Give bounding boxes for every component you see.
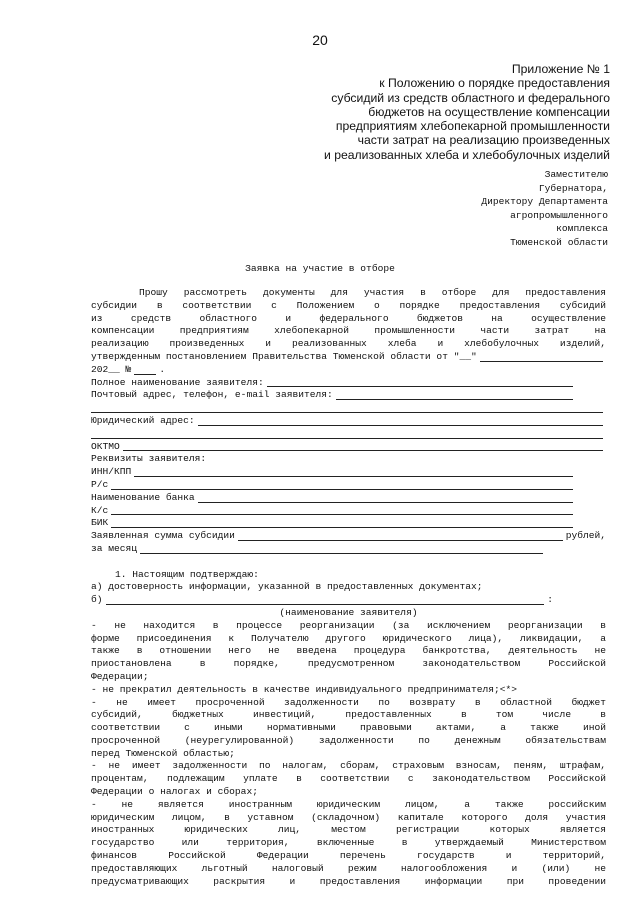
month-label: за месяц: [91, 542, 138, 554]
bik-label: БИК: [91, 517, 109, 529]
addressee-block: [308, 168, 608, 250]
rs-label: Р/с: [91, 478, 109, 490]
legal-address-label: Юридический адрес:: [91, 414, 195, 426]
bullet-line: форме присоединения к Получателю другого юридического лица), ликвидации, а: [91, 632, 606, 644]
oktmo-label: ОКТМО: [91, 440, 120, 452]
bullet-line: перед Тюменской областью;: [91, 747, 235, 759]
intro-line: реализацию произведенных и реализованных хлеба и хлебобулочных изделий,: [91, 338, 606, 350]
bullet-line: - не прекратил деятельность в качестве индивидуального предпринимателя;<*>: [91, 683, 518, 695]
inn-label: ИНН/КПП: [91, 466, 132, 478]
bullet-line: субсидий, бюджетных инвестиций, предоставленных в том числе в: [91, 709, 606, 721]
addressee-line: агропромышленного: [510, 209, 608, 221]
year-number-label: 202__ №: [91, 363, 132, 375]
amount-field[interactable]: [238, 530, 563, 541]
amount-unit: рублей,: [565, 530, 606, 542]
bullet-line: Федерации о налогах и сборах;: [91, 786, 258, 798]
appendix-line: субсидий из средств областного и федерального: [331, 90, 610, 105]
postal-label: Почтовый адрес, телефон, e-mail заявителя:: [91, 389, 333, 401]
applicant-name-field[interactable]: [106, 594, 545, 605]
intro-line: из средств областного и федерального бюджетов на осуществление: [91, 312, 606, 324]
legal-address-row: [91, 415, 606, 428]
inn-row: [91, 466, 576, 479]
bullet-line: просроченной (неурегулированной) задолженности по денежным обязательствам: [91, 734, 606, 746]
appendix-header: [250, 62, 610, 162]
addressee-line: Губернатора,: [538, 182, 608, 194]
postal-field-2[interactable]: [91, 402, 603, 413]
appendix-line: к Положению о порядке предоставления: [379, 76, 610, 91]
full-name-label: Полное наименование заявителя:: [91, 376, 264, 388]
appendix-line: Приложение № 1: [511, 62, 610, 76]
bullet-line: также в отношении него не введена процедура банкротства, деятельность не: [91, 645, 606, 657]
appendix-line: бюджетов на осуществление компенсации: [368, 104, 610, 119]
month-field[interactable]: [140, 543, 543, 554]
addressee-line: Тюменской области: [510, 236, 608, 248]
bik-row: [91, 517, 576, 530]
legal-address-field-2[interactable]: [91, 428, 603, 439]
amount-label: Заявленная сумма субсидии: [91, 530, 235, 542]
bank-row: [91, 492, 576, 505]
requisites-label: Реквизиты заявителя:: [91, 453, 207, 465]
item-b-row: б) :: [91, 594, 553, 606]
rs-field[interactable]: [111, 479, 573, 490]
addressee-line: Директору Департамента: [481, 196, 608, 208]
bullet-line: предоставляющих льготный налоговый режим налогообложения и (или) не: [91, 862, 606, 874]
oktmo-row: [91, 441, 606, 454]
inn-field[interactable]: [134, 466, 573, 477]
bullet-line: предусматривающих раскрытия и предоставления информации при проведении: [91, 875, 606, 887]
bullet-line: государство или территория, включенные в утверждаемый Министерством: [91, 837, 606, 849]
bullet-line: - не находится в процессе реорганизации (за исключением реорганизации в: [91, 619, 606, 631]
ks-row: [91, 505, 576, 518]
rs-row: [91, 479, 576, 492]
bullet-line: соответствии с иными нормативными правовыми актами, а также иной: [91, 722, 606, 734]
item-b-label: б): [91, 594, 103, 606]
legal-address-row-2: [91, 428, 606, 441]
oktmo-field[interactable]: [123, 440, 603, 451]
ks-field[interactable]: [111, 504, 573, 515]
number-blank[interactable]: [134, 364, 156, 375]
bik-field[interactable]: [111, 517, 573, 528]
bullet-line: финансов Российской Федерации перечень государств и территорий,: [91, 850, 606, 862]
addressee-line: Заместителю: [544, 169, 608, 180]
bullet-line: приостановлена в порядке, предусмотренном законодательством Российской: [91, 658, 606, 670]
bullet-line: - не является иностранным юридическим лицом, а также российским: [91, 798, 606, 810]
intro-line: субсидии в соответствии с Положением о порядке предоставления субсидий: [91, 299, 606, 311]
full-name-field[interactable]: [267, 376, 573, 387]
ks-label: К/с: [91, 504, 109, 516]
item-a: а) достоверность информации, указанной в предоставленных документах;: [91, 581, 483, 593]
bank-field[interactable]: [198, 492, 573, 503]
appendix-line: части затрат на реализацию произведенных: [357, 133, 610, 148]
intro-line: утвержденным постановлением Правительства Тюменской области от "__": [91, 350, 477, 362]
intro-date-row: [91, 351, 606, 364]
document-title: Заявка на участие в отборе: [245, 263, 395, 274]
intro-line: Прошу рассмотреть документы для участия в отборе для предоставления: [139, 287, 606, 298]
bullet-line: - не имеет просроченной задолженности по возврату в областной бюджет: [91, 696, 606, 708]
application-body: [91, 287, 606, 888]
full-name-row: [91, 377, 576, 390]
date-month-blank[interactable]: [480, 351, 603, 362]
addressee-line: комплекса: [556, 223, 608, 235]
postal-row: [91, 389, 576, 402]
year-row: 202__ № .: [91, 363, 166, 375]
requisites-row: [91, 453, 606, 466]
month-row: [91, 543, 546, 556]
confirm-title: 1. Настоящим подтверждаю:: [115, 568, 259, 580]
applicant-name-caption: (наименование заявителя): [279, 606, 418, 618]
postal-field[interactable]: [336, 389, 573, 400]
appendix-line: предприятиям хлебопекарной промышленности: [335, 119, 610, 134]
appendix-line: и реализованных хлеба и хлебобулочных изделий: [324, 147, 610, 162]
bullet-line: процентам, подлежащим уплате в соответствии с законодательством Российской: [91, 773, 606, 785]
postal-row-2: [91, 402, 606, 415]
bullet-line: Федерации;: [91, 670, 149, 682]
bullet-line: - не имеет задолженности по налогам, сборам, страховым взносам, пеням, штрафам,: [91, 760, 606, 772]
bullet-line: юридическим лицом, в уставном (складочном) капитале которого доля участия: [91, 811, 606, 823]
bullet-line: иностранных юридических лиц, местом регистрации которых является: [91, 824, 606, 836]
page-number: 20: [312, 32, 328, 48]
legal-address-field[interactable]: [198, 415, 603, 426]
amount-row: [91, 530, 606, 543]
bank-label: Наименование банка: [91, 491, 195, 503]
intro-line: компенсации предприятиям хлебопекарной промышленности части затрат на: [91, 325, 606, 337]
